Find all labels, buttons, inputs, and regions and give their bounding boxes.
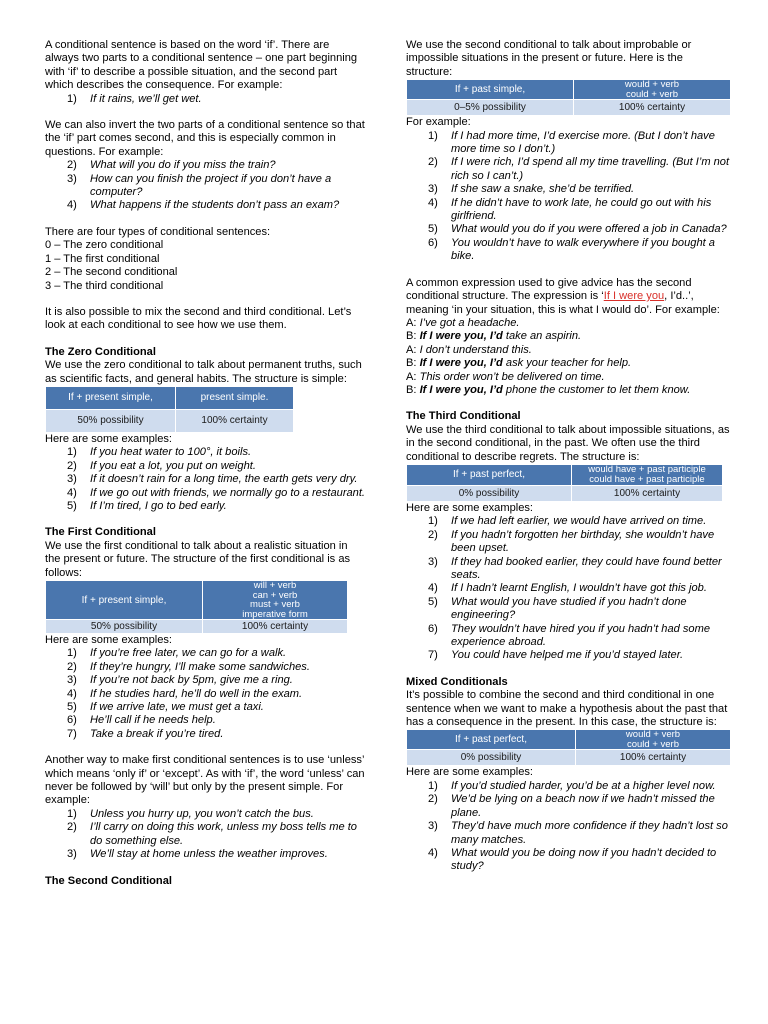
list-item: 3) They’d have much more confidence if they hadn’t lost so many matches.: [428, 820, 728, 846]
dialog-line: B: If I were you, I’d phone the customer to let them know.: [406, 383, 691, 396]
examples-intro: Here are some examples:: [45, 634, 173, 646]
dialog-line: B: If I were you, I’d ask your teacher for help.: [406, 357, 632, 370]
zero-examples: [45, 446, 365, 513]
list-item: 4) If we go out with friends, we normally go to a restaurant.: [67, 486, 366, 499]
list-item: 3) We’ll stay at home unless the weather improves.: [67, 848, 328, 861]
list-item: 4) If I hadn’t learnt English, I wouldn’t have got this job.: [428, 582, 707, 595]
mix-paragraph: It is also possible to mix the second and third conditional. Let’s look at each conditional to see how we use them.: [45, 305, 352, 332]
zero-structure-table: If + present simple, present simple. 50% possibility 100% certainty: [45, 386, 294, 433]
list-item: 5) What would you do if you were offered a job in Canada?: [428, 223, 727, 236]
list-item: 4) What would you be doing now if you hadn’t decided to study?: [428, 846, 717, 873]
list-item: 3) If it doesn’t rain for a long time, the earth gets very dry.: [67, 473, 358, 486]
zero-conditional-heading: The Zero Conditional: [45, 345, 156, 358]
second-conditional-text: We use the second conditional to talk about improbable or impossible situations in the present or future. Here is the structure:: [406, 39, 692, 78]
list-item: 4) If he didn’t have to work late, he could go out with his girlfriend.: [428, 196, 712, 223]
list-item: 2) If I were rich, I’d spend all my time travelling. (But I’m not rich so I can’t.): [428, 156, 730, 182]
list-item: 1) If you heat water to 100°, it boils.: [67, 446, 252, 459]
list-item: 6) He’ll call if he needs help.: [67, 714, 216, 727]
list-item: 6) You wouldn’t have to walk everywhere if you bought a bike.: [428, 236, 715, 263]
list-item: 1) If it rains, we’ll get wet.: [67, 92, 202, 105]
dialog-line: A: I’ve got a headache.: [406, 316, 520, 329]
mixed-examples: [406, 780, 732, 874]
type-line: 1 – The first conditional: [45, 252, 160, 265]
mixed-conditionals-text: It’s possible to combine the second and third conditional in one sentence when we want to make a hypothesis about the past that has a consequence in the present. In this case, the structure is:: [406, 689, 728, 729]
list-item: 5) If I’m tired, I go to bed early.: [67, 499, 227, 512]
list-item: 3) If they had booked earlier, they could have found better seats.: [428, 555, 722, 581]
list-item: 1) If you’d studied harder, you’d be at a higher level now.: [428, 779, 716, 792]
list-item: 2) What will you do if you miss the train?: [67, 159, 276, 172]
first-conditional-heading: The First Conditional: [45, 526, 156, 539]
list-item: 2) If you hadn’t forgotten her birthday, she wouldn’t have been upset.: [428, 528, 715, 555]
list-item: 2) If they’re hungry, I’ll make some sandwiches.: [67, 660, 310, 673]
mixed-conditionals-heading: Mixed Conditionals: [406, 675, 508, 688]
mixed-structure-table: If + past perfect, would + verb could + verb 0% possibility 100% certainty: [406, 729, 731, 766]
if-i-were-you-link: If I were you: [603, 290, 665, 303]
examples-intro: Here are some examples:: [45, 432, 173, 445]
list-item: 2) We’d be lying on a beach now if we hadn’t missed the plane.: [428, 793, 715, 819]
left-column: [45, 39, 365, 888]
third-examples: [406, 515, 732, 662]
list-item: 2) If you eat a lot, you put on weight.: [67, 459, 256, 472]
list-item: 5) If we arrive late, we must get a taxi.: [67, 701, 264, 714]
list-item: 3) If she saw a snake, she’d be terrified.: [428, 183, 635, 196]
third-structure-table: If + past perfect, would have + past participle could have + past participle 0% possibility 100% certainty: [406, 464, 723, 502]
list-item: 1) Unless you hurry up, you won’t catch the bus.: [67, 807, 314, 820]
first-structure-table: If + present simple, will + verb can + verb must + verb imperative form 50% possibility 100% certainty: [45, 580, 348, 634]
advice-dialog: [406, 317, 732, 397]
list-item: 1) If I had more time, I’d exercise more. (But I don’t have more time so I don’t.): [428, 129, 715, 156]
second-examples: [406, 130, 732, 264]
type-line: 2 – The second conditional: [45, 266, 178, 279]
examples-intro: Here are some examples:: [406, 501, 534, 514]
type-line: 3 – The third conditional: [45, 279, 164, 292]
examples-intro: Here are some examples:: [406, 766, 534, 779]
list-item: 1) If we had left earlier, we would have arrived on time.: [428, 515, 707, 528]
third-conditional-heading: The Third Conditional: [406, 410, 521, 423]
dialog-line: B: If I were you, I’d take an aspirin.: [406, 330, 582, 343]
first-conditional-text: We use the first conditional to talk about a realistic situation in the present or future. The structure of the first conditional is as follows:: [45, 539, 351, 579]
list-item: 3) How can you finish the project if you don’t have a computer?: [67, 172, 332, 199]
examples-intro: For example:: [406, 116, 471, 129]
types-intro: There are four types of conditional sentences:: [45, 225, 271, 238]
dialog-line: A: This order won’t be delivered on time.: [406, 370, 605, 383]
invert-paragraph: We can also invert the two parts of a conditional sentence so that the ‘if’ part comes second, and this is especially common in questions. For example:: [45, 119, 365, 158]
list-item: 1) If you’re free later, we can go for a walk.: [67, 647, 287, 660]
second-conditional-heading: The Second Conditional: [45, 874, 172, 887]
intro-list: [45, 93, 365, 106]
list-item: 2) I’ll carry on doing this work, unless my boss tells me to do something else.: [67, 821, 357, 847]
unless-paragraph: Another way to make first conditional sentences is to use ‘unless’ which means ‘only if’ or ‘except’. As with ‘if’, the word ‘unless’ can never be followed by ‘will’ but only by the present simple. For example:: [45, 754, 365, 807]
first-examples: [45, 647, 365, 741]
list-item: 7) Take a break if you’re tired.: [67, 727, 224, 740]
dialog-line: A: I don’t understand this.: [406, 343, 532, 356]
unless-examples: [45, 808, 365, 862]
list-item: 4) What happens if the students don’t pass an exam?: [67, 199, 340, 212]
invert-list: [45, 159, 365, 213]
list-item: 3) If you’re not back by 5pm, give me a ring.: [67, 674, 293, 687]
advice-paragraph: A common expression used to give advice has the second conditional structure. The expression is ‘If I were you, I’d..’, meaning ‘in your situation, this is what I would do’. For example:: [406, 276, 720, 316]
intro-paragraph: A conditional sentence is based on the word ‘if’. There are always two parts to a conditional sentence – one part beginning with ‘if’ to describe a possible situation, and the second part which describes the consequence. For example:: [45, 39, 358, 92]
zero-conditional-text: We use the zero conditional to talk about permanent truths, such as scientific facts, and general habits. The structure is simple:: [45, 359, 362, 385]
third-conditional-text: We use the third conditional to talk about impossible situations, as in the second conditional, in the past. We often use the third conditional to describe regrets. The structure is:: [406, 423, 730, 463]
second-structure-table: If + past simple, would + verb could + verb 0–5% possibility 100% certainty: [406, 79, 731, 116]
right-column: [406, 39, 732, 874]
list-item: 4) If he studies hard, he’ll do well in the exam.: [67, 687, 303, 700]
type-line: 0 – The zero conditional: [45, 239, 164, 252]
list-item: 6) They wouldn’t have hired you if you hadn’t had some experience abroad.: [428, 622, 711, 649]
list-item: 5) What would you have studied if you hadn’t done engineering?: [428, 595, 687, 622]
list-item: 7) You could have helped me if you’d stayed later.: [428, 649, 684, 662]
